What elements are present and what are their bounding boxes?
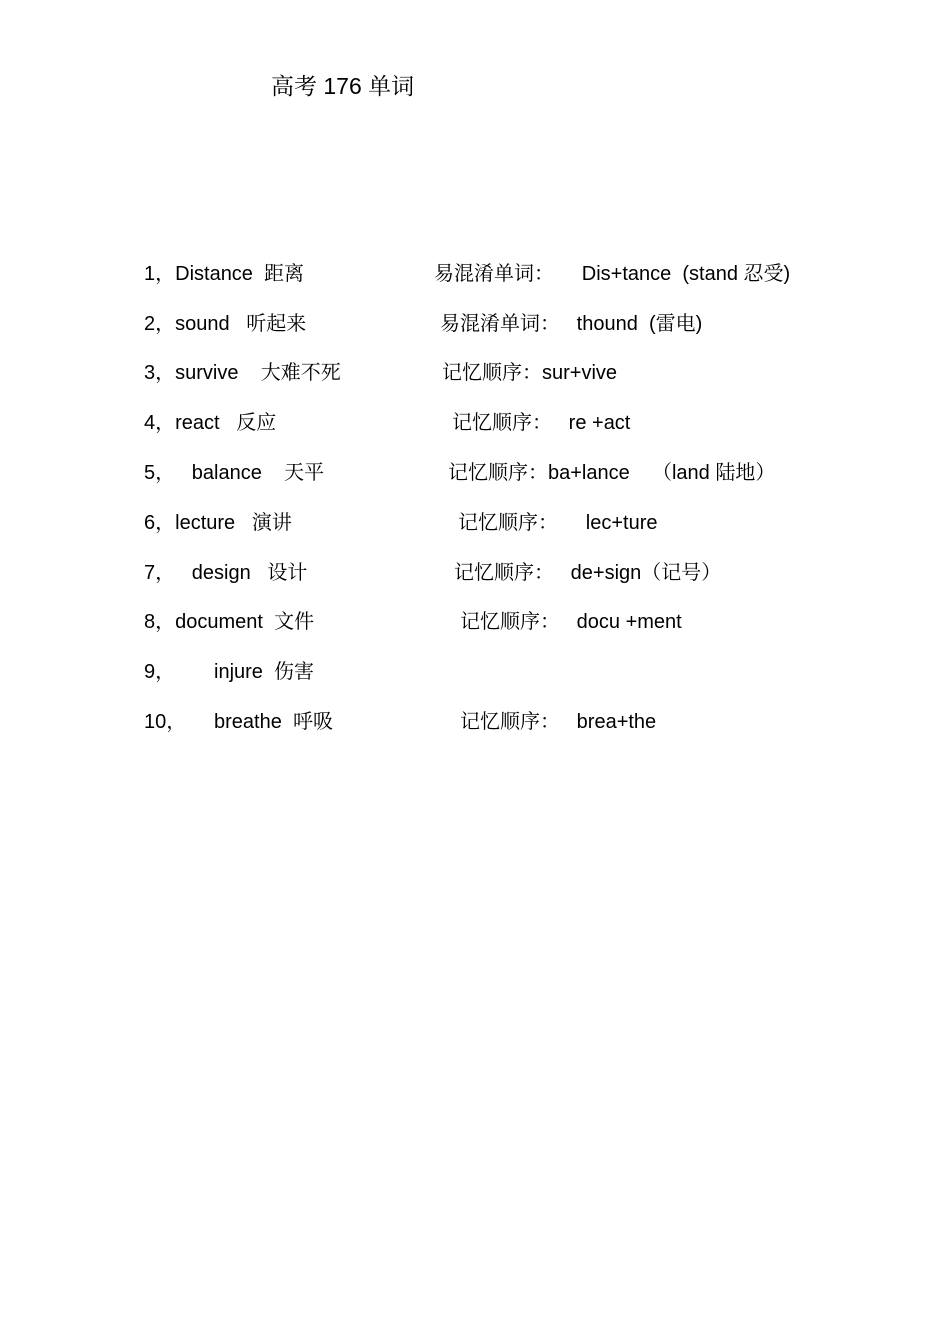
vocab-entry [0,706,950,738]
entry-word: 1，Distance 距离 [144,263,305,285]
vocab-entry [0,457,950,489]
entry-word: 3，survive 大难不死 [144,362,341,384]
vocab-entry [0,258,950,290]
entry-note: 易混淆单词： Dis+tance (stand 忍受) [434,263,791,285]
entry-word: 5， balance 天平 [144,462,325,484]
entry-word: 6，lecture 演讲 [144,512,292,534]
vocab-entry [0,557,950,589]
page-title: 高考 176 单词 [271,73,415,99]
entry-note: 记忆顺序： re +act [452,412,631,434]
vocab-entry [0,407,950,439]
entry-word: 4，react 反应 [144,412,277,434]
entry-note: 易混淆单词： thound (雷电) [440,313,703,335]
entry-note: 记忆顺序： lec+ture [458,512,658,534]
entry-word: 2，sound 听起来 [144,313,307,335]
entry-note: 记忆顺序： brea+the [460,711,657,733]
vocab-entry [0,507,950,539]
entry-word: 8，document 文件 [144,611,315,633]
entry-word: 7， design 设计 [144,562,308,584]
entry-note: 记忆顺序：sur+vive [442,362,618,384]
entry-note: 记忆顺序：ba+lance （land 陆地） [448,462,776,484]
entry-note: 记忆顺序： docu +ment [460,611,682,633]
vocab-entry [0,308,950,340]
vocab-entry [0,357,950,389]
vocab-entry [0,656,950,688]
entry-note: 记忆顺序： de+sign（记号） [454,562,722,584]
entry-word: 10， breathe 呼吸 [144,711,333,733]
vocab-entry [0,606,950,638]
entry-word: 9， injure 伤害 [144,661,315,683]
